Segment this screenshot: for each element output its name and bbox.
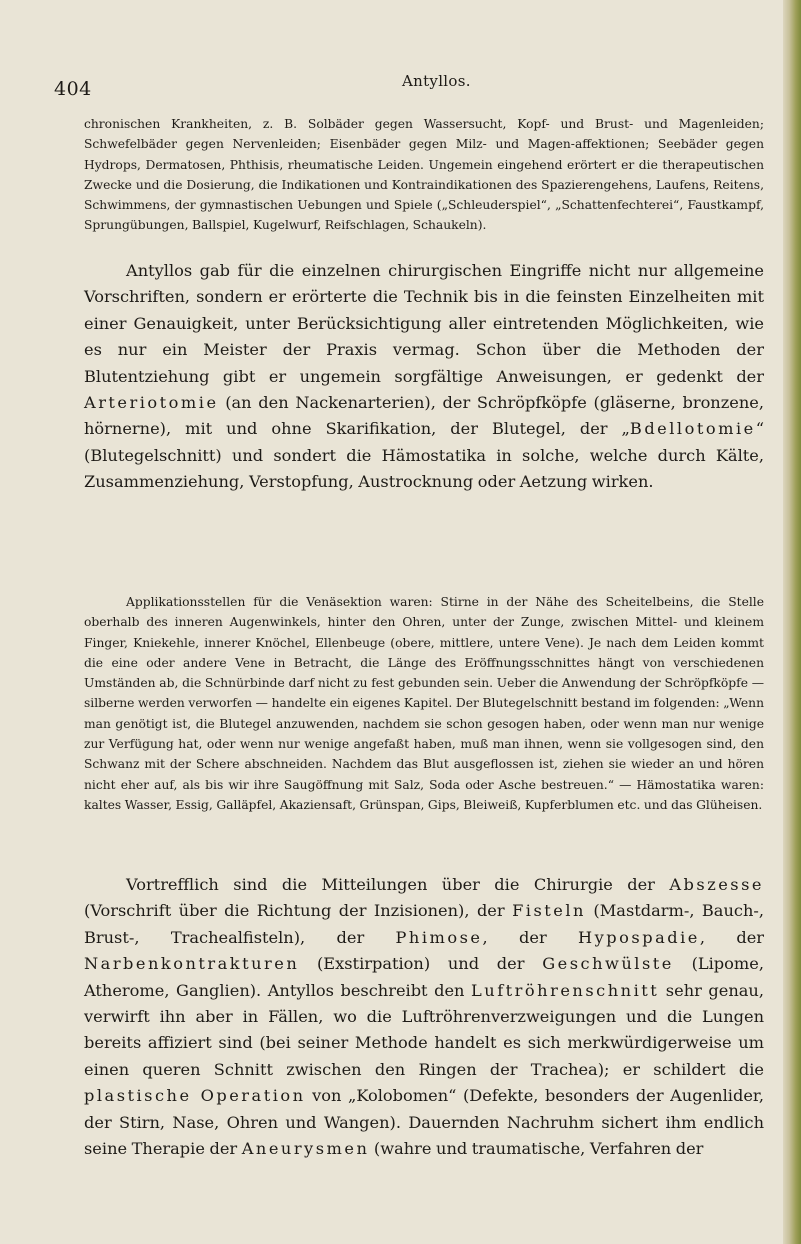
text-run: , der [699,927,765,947]
text-run: (Exstirpation) und der [299,954,543,974]
text-run: sehr genau, verwirft ihn aber in Fällen, wo die Luftröhrenverzweigungen und die Lungen bereits affiziert sind (bei seiner Methode handelt es sich merkwürdigerweise um einen queren Schnitt zwischen den Ringen der Trachea); er schildert die [84,980,764,1079]
term-aneurysmen: Aneurysmen [241,1139,370,1159]
text-run: “ (Blutegelschnitt) und sondert die Hämostatika in solche, welche durch Kälte, Zusammenziehung, Verstopfung, Austrocknung oder Aetzung wirken. [84,419,764,492]
page-header [42,72,764,106]
paragraph-surgery-details [84,872,764,1162]
paragraph-venesection: Applikationsstellen für die Venäsektion waren: Stirne in der Nähe des Scheitelbeins, die Stelle oberhalb des inneren Augenwinkels, hinter den Ohren, unter der Zunge, zwischen Mittel- und kleinem Finger, Kniekehle, innerer Knöchel, Ellenbeuge (obere, mittlere, untere Vene). Je nach dem Leiden kommt die eine oder andere Vene in Betracht, die Länge des Eröffnungsschnittes hängt von verschiedenen Umständen ab, die Schnürbinde darf nicht zu fest gebunden sein. Ueber die Anwendung der Schröpfköpfe — silberne werden verworfen — handelte ein eigenes Kapitel. Der Blutegelschnitt bestand im folgenden: „Wenn man genötigt ist, die Blutegel anzuwenden, nachdem sie schon gesogen haben, oder wenn man nur wenige zur Verfügung hat, oder wenn nur wenige angefaßt haben, muß man ihnen, wenn sie vollgesogen sind, den Schwanz mit der Schere abschneiden. Nachdem das Blut ausgeflossen ist, ziehen sie wieder an und hören nicht eher auf, als bis wir ihre Saugöffnung mit Salz, Soda oder Asche bestreuen.“ — Hämostatika waren: kaltes Wasser, Essig, Galläpfel, Akaziensaft, Grünspan, Gips, Bleiweiß, Kupferblumen etc. und das Glüheisen. [84,595,764,812]
text-run: Antyllos gab für die einzelnen chirurgischen Eingriffe nicht nur allgemeine Vorschriften, sondern er erörterte die Technik bis in die feinsten Einzelheiten mit einer Genauigkeit, unter Berücksichtigung aller eintretenden Möglichkeiten, wie es nur ein Meister der Praxis vermag. Schon über die Methoden der Blutentziehung gibt er ungemein sorgfältige Anweisungen, er gedenkt der [84,261,764,386]
text-run: (wahre und traumatische, Verfahren der [369,1139,704,1159]
paragraph-bath-therapy: chronischen Krankheiten, z. B. Solbäder gegen Wassersucht, Kopf- und Brust- und Magenleiden; Schwefelbäder gegen Nervenleiden; Eisenbäder gegen Milz- und Magen-affektionen; Seebäder gegen Hydrops, Dermatosen, Phthisis, rheumatische Leiden. Ungemein eingehend erörtert er die therapeutischen Zwecke und die Dosierung, die Indikationen und Kontraindikationen des Spazierengehens, Laufens, Reitens, Schwimmens, der gymnastischen Uebungen und Spiele („Schleuderspiel“, „Schattenfechterei“, Faustkampf, Sprungübungen, Ballspiel, Kugelwurf, Reifschlagen, Schaukeln). [84,117,764,233]
text-run: von „Kolobomen“ (Defekte, besonders der Augenlider, der Stirn, Nase, Ohren und Wangen). Dauernden Nachruhm sichert ihm endlich seine Therapie der [84,1086,765,1159]
term-luftroehrenschnitt: Luftröhrenschnitt [471,980,660,1000]
running-head: Antyllos. [402,72,471,90]
text-run: Vortrefflich sind die Mitteilungen über die Chirurgie der [126,875,670,894]
term-phimose: Phimose [395,927,483,947]
book-page [42,0,764,1244]
term-narbenkontrakturen: Narbenkontrakturen [84,954,300,974]
text-run: , der [482,927,579,947]
term-arteriotomie: Arteriotomie [84,393,219,413]
text-run: (an den Nackenarterien), der Schröpfköpfe (gläserne, bronzene, hörnerne), mit und ohne Skarifikation, der Blutegel, der „ [84,393,764,439]
term-geschwuelste: Geschwülste [542,954,674,974]
paragraph-surgical-interventions [84,258,764,496]
text-run: (Lipome, Atherome, Ganglien). Antyllos beschreibt den [84,954,764,1000]
term-plastische-operation: plastische Operation [84,1086,306,1106]
text-run: (Mastdarm-, Bauch-, Brust-, Trachealfisteln), der [84,901,764,947]
term-fisteln: Fisteln [512,901,586,921]
term-abszesse: Abszesse [669,875,764,894]
page-number: 404 [54,78,92,100]
term-bdellotomie: Bdellotomie [629,419,756,439]
page-edge-shadow [783,0,801,1244]
term-hypospadie: Hypospadie [578,927,700,947]
text-run: (Vorschrift über die Richtung der Inzisionen), der [84,901,513,921]
